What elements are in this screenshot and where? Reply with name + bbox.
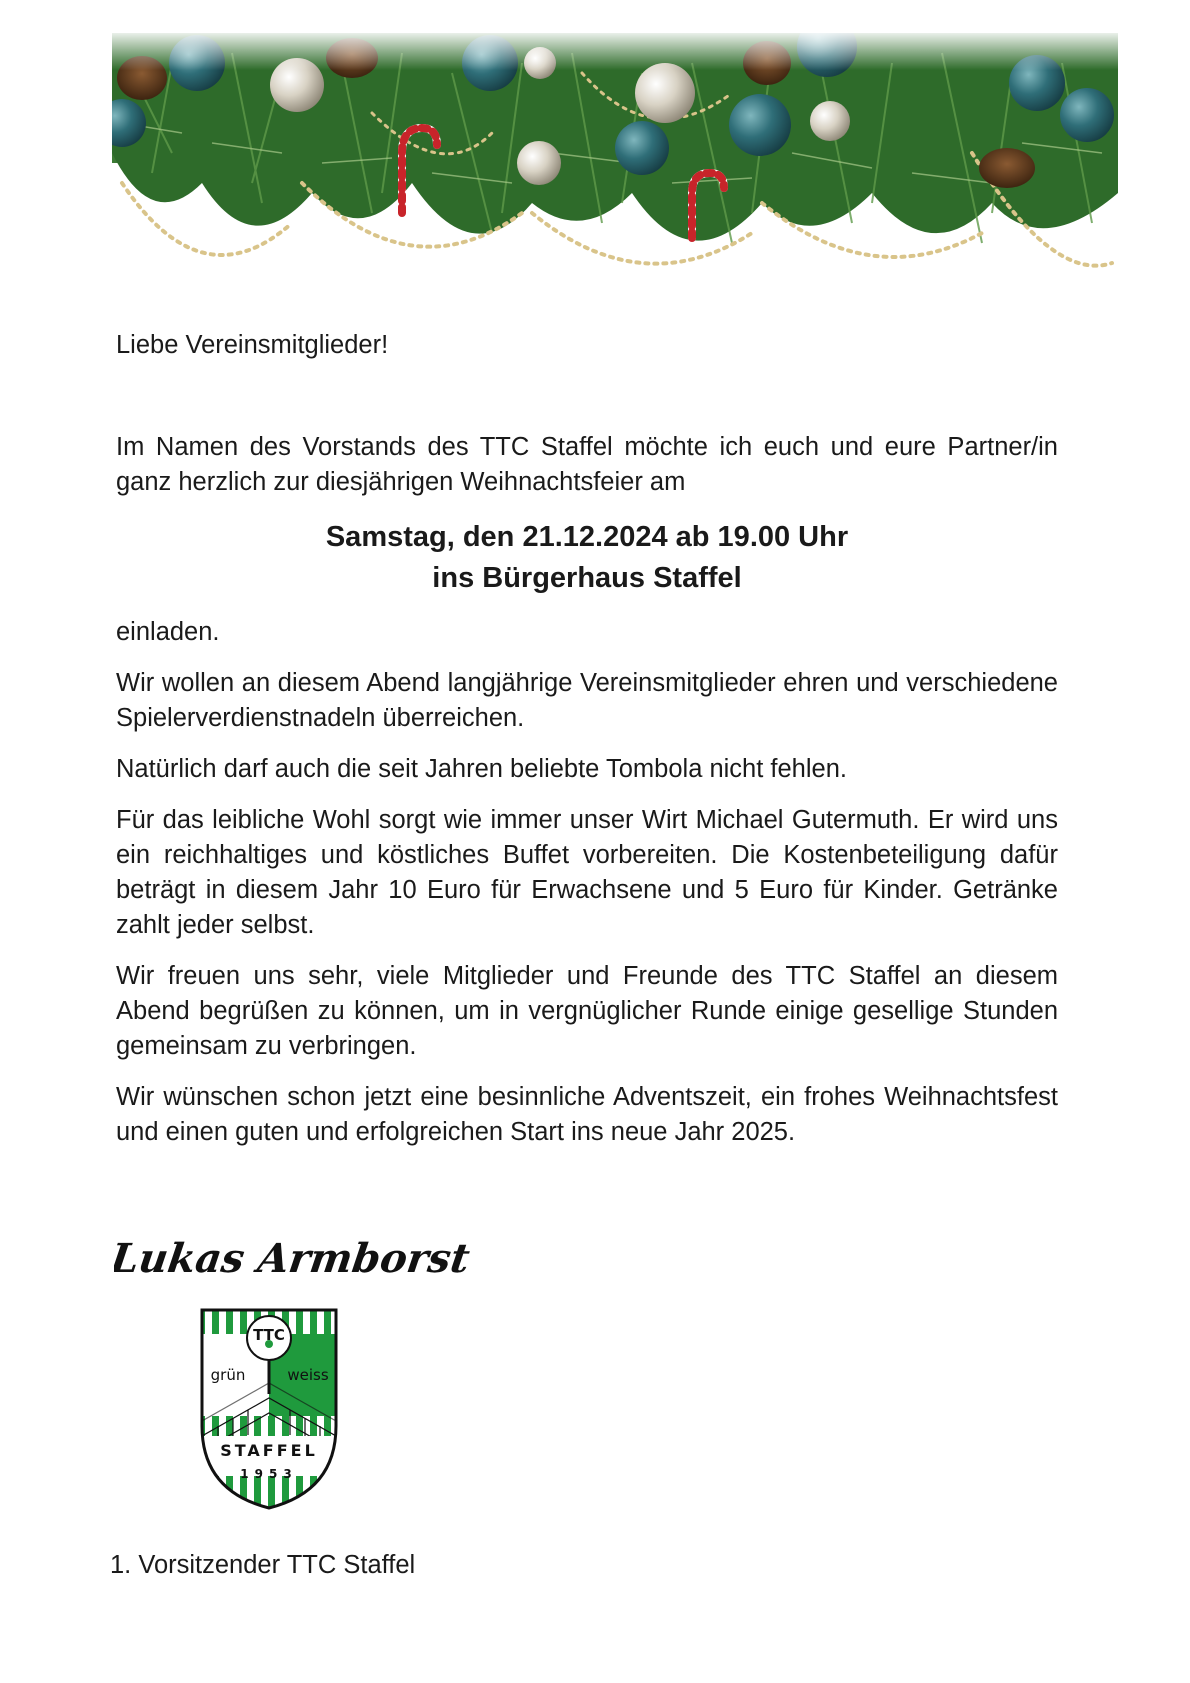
paragraph-invite: einladen. [116,618,220,646]
letter-body [116,615,1058,1166]
signatory-title: 1. Vorsitzender TTC Staffel [110,1551,416,1579]
christmas-garland-banner [112,33,1118,281]
signature [114,1222,534,1290]
logo-initials: TTC [253,1326,285,1344]
paragraph-tombola: Natürlich darf auch die seit Jahren beliebte Tombola nicht fehlen. [116,755,847,783]
ttc-staffel-crest [198,1306,340,1512]
intro-paragraph: Im Namen des Vorstands des TTC Staffel möchte ich euch und eure Partner/in ganz herzlich zur diesjährigen Weihnachtsfeier am [116,433,1058,496]
event-location: ins Bürgerhaus Staffel [432,562,742,594]
logo-right-word: weiss [287,1366,329,1384]
paragraph-buffet: Für das leibliche Wohl sorgt wie immer unser Wirt Michael Gutermuth. Er wird uns ein reichhaltiges und köstliches Buffet vorbereiten. Die Kostenbeteiligung dafür beträgt in diesem Jahr 10 Euro für Erwachsene und 5 Euro für Kinder. Getränke zahlt jeder selbst. [116,806,1058,939]
paragraph-welcome: Wir freuen uns sehr, viele Mitglieder und Freunde des TTC Staffel an diesem Abend begrüßen zu können, um in vergnüglicher Runde einige gesellige Stunden gemeinsam zu verbringen. [116,962,1058,1060]
event-date-time: Samstag, den 21.12.2024 ab 19.00 Uhr [325,521,849,553]
paragraph-honors: Wir wollen an diesem Abend langjährige Vereinsmitglieder ehren und verschiedene Spielerverdienstnadeln überreichen. [116,669,1058,732]
logo-founding-year: 1953 [240,1467,298,1481]
logo-club-name: STAFFEL [220,1441,318,1460]
logo-left-word: grün [210,1366,246,1384]
event-details [116,517,1058,599]
garland-illustration [112,33,1118,281]
greeting: Liebe Vereinsmitglieder! [116,331,389,359]
signature-graphic [114,1222,534,1290]
club-logo [198,1306,340,1512]
paragraph-wishes: Wir wünschen schon jetzt eine besinnliche Adventszeit, ein frohes Weihnachtsfest und einen guten und erfolgreichen Start ins neue Jahr 2025. [116,1083,1058,1146]
signature-text: Lukas Armborst [114,1235,473,1282]
